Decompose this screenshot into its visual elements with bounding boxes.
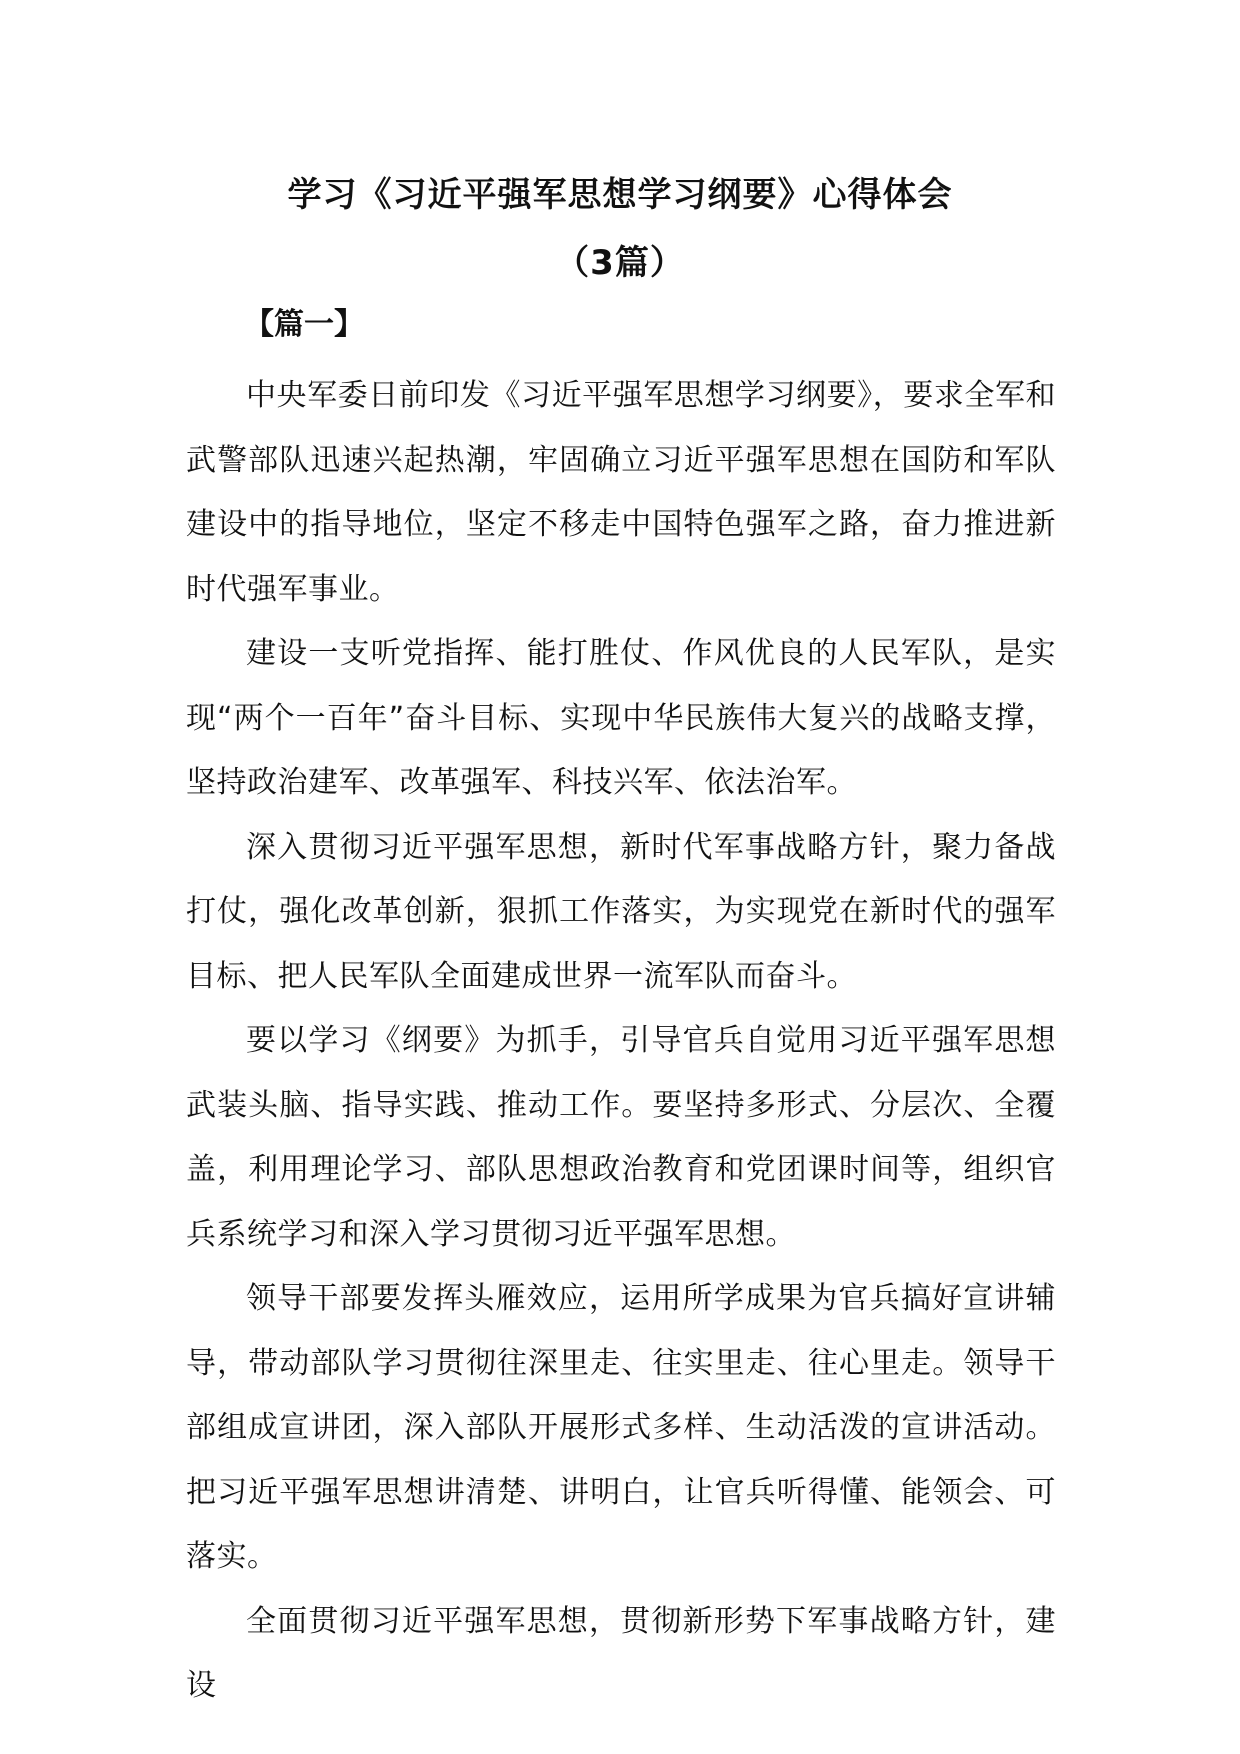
paragraph-6: 全面贯彻习近平强军思想，贯彻新形势下军事战略方针，建设 bbox=[186, 1603, 1056, 1703]
paragraph-1: 中央军委日前印发《习近平强军思想学习纲要》，要求全军和武警部队迅速兴起热潮，牢固确立习近平强军思想在国防和军队建设中的指导地位，坚定不移走中国特色强军之路，奋力推进新时代强军事业。 bbox=[186, 378, 1056, 607]
document-title: 学习《习近平强军思想学习纲要》心得体会 bbox=[287, 175, 953, 215]
paragraph-2: 建设一支听党指挥、能打胜仗、作风优良的人民军队，是实现“两个一百年”奋斗目标、实现中华民族伟大复兴的战略支撑，坚持政治建军、改革强军、科技兴军、依法治军。 bbox=[186, 636, 1056, 800]
paragraph-3: 深入贯彻习近平强军思想，新时代军事战略方针，聚力备战打仗，强化改革创新，狠抓工作落实，为实现党在新时代的强军目标、把人民军队全面建成世界一流军队而奋斗。 bbox=[186, 829, 1056, 994]
paragraph-4: 要以学习《纲要》为抓手，引导官兵自觉用习近平强军思想武装头脑、指导实践、推动工作。要坚持多形式、分层次、全覆盖，利用理论学习、部队思想政治教育和党团课时间等，组织官兵系统学习和深入学习贯彻习近平强军思想。 bbox=[186, 1023, 1056, 1252]
body-text bbox=[186, 364, 1056, 1719]
document-subtitle: （3篇） bbox=[555, 243, 685, 283]
paragraph-5: 领导干部要发挥头雁效应，运用所学成果为官兵搞好宣讲辅导，带动部队学习贯彻往深里走、往实里走、往心里走。领导干部组成宣讲团，深入部队开展形式多样、生动活泼的宣讲活动。把习近平强军思想讲清楚、讲明白，让官兵听得懂、能领会、可落实。 bbox=[186, 1281, 1056, 1574]
section-label: 【篇一】 bbox=[244, 307, 364, 342]
